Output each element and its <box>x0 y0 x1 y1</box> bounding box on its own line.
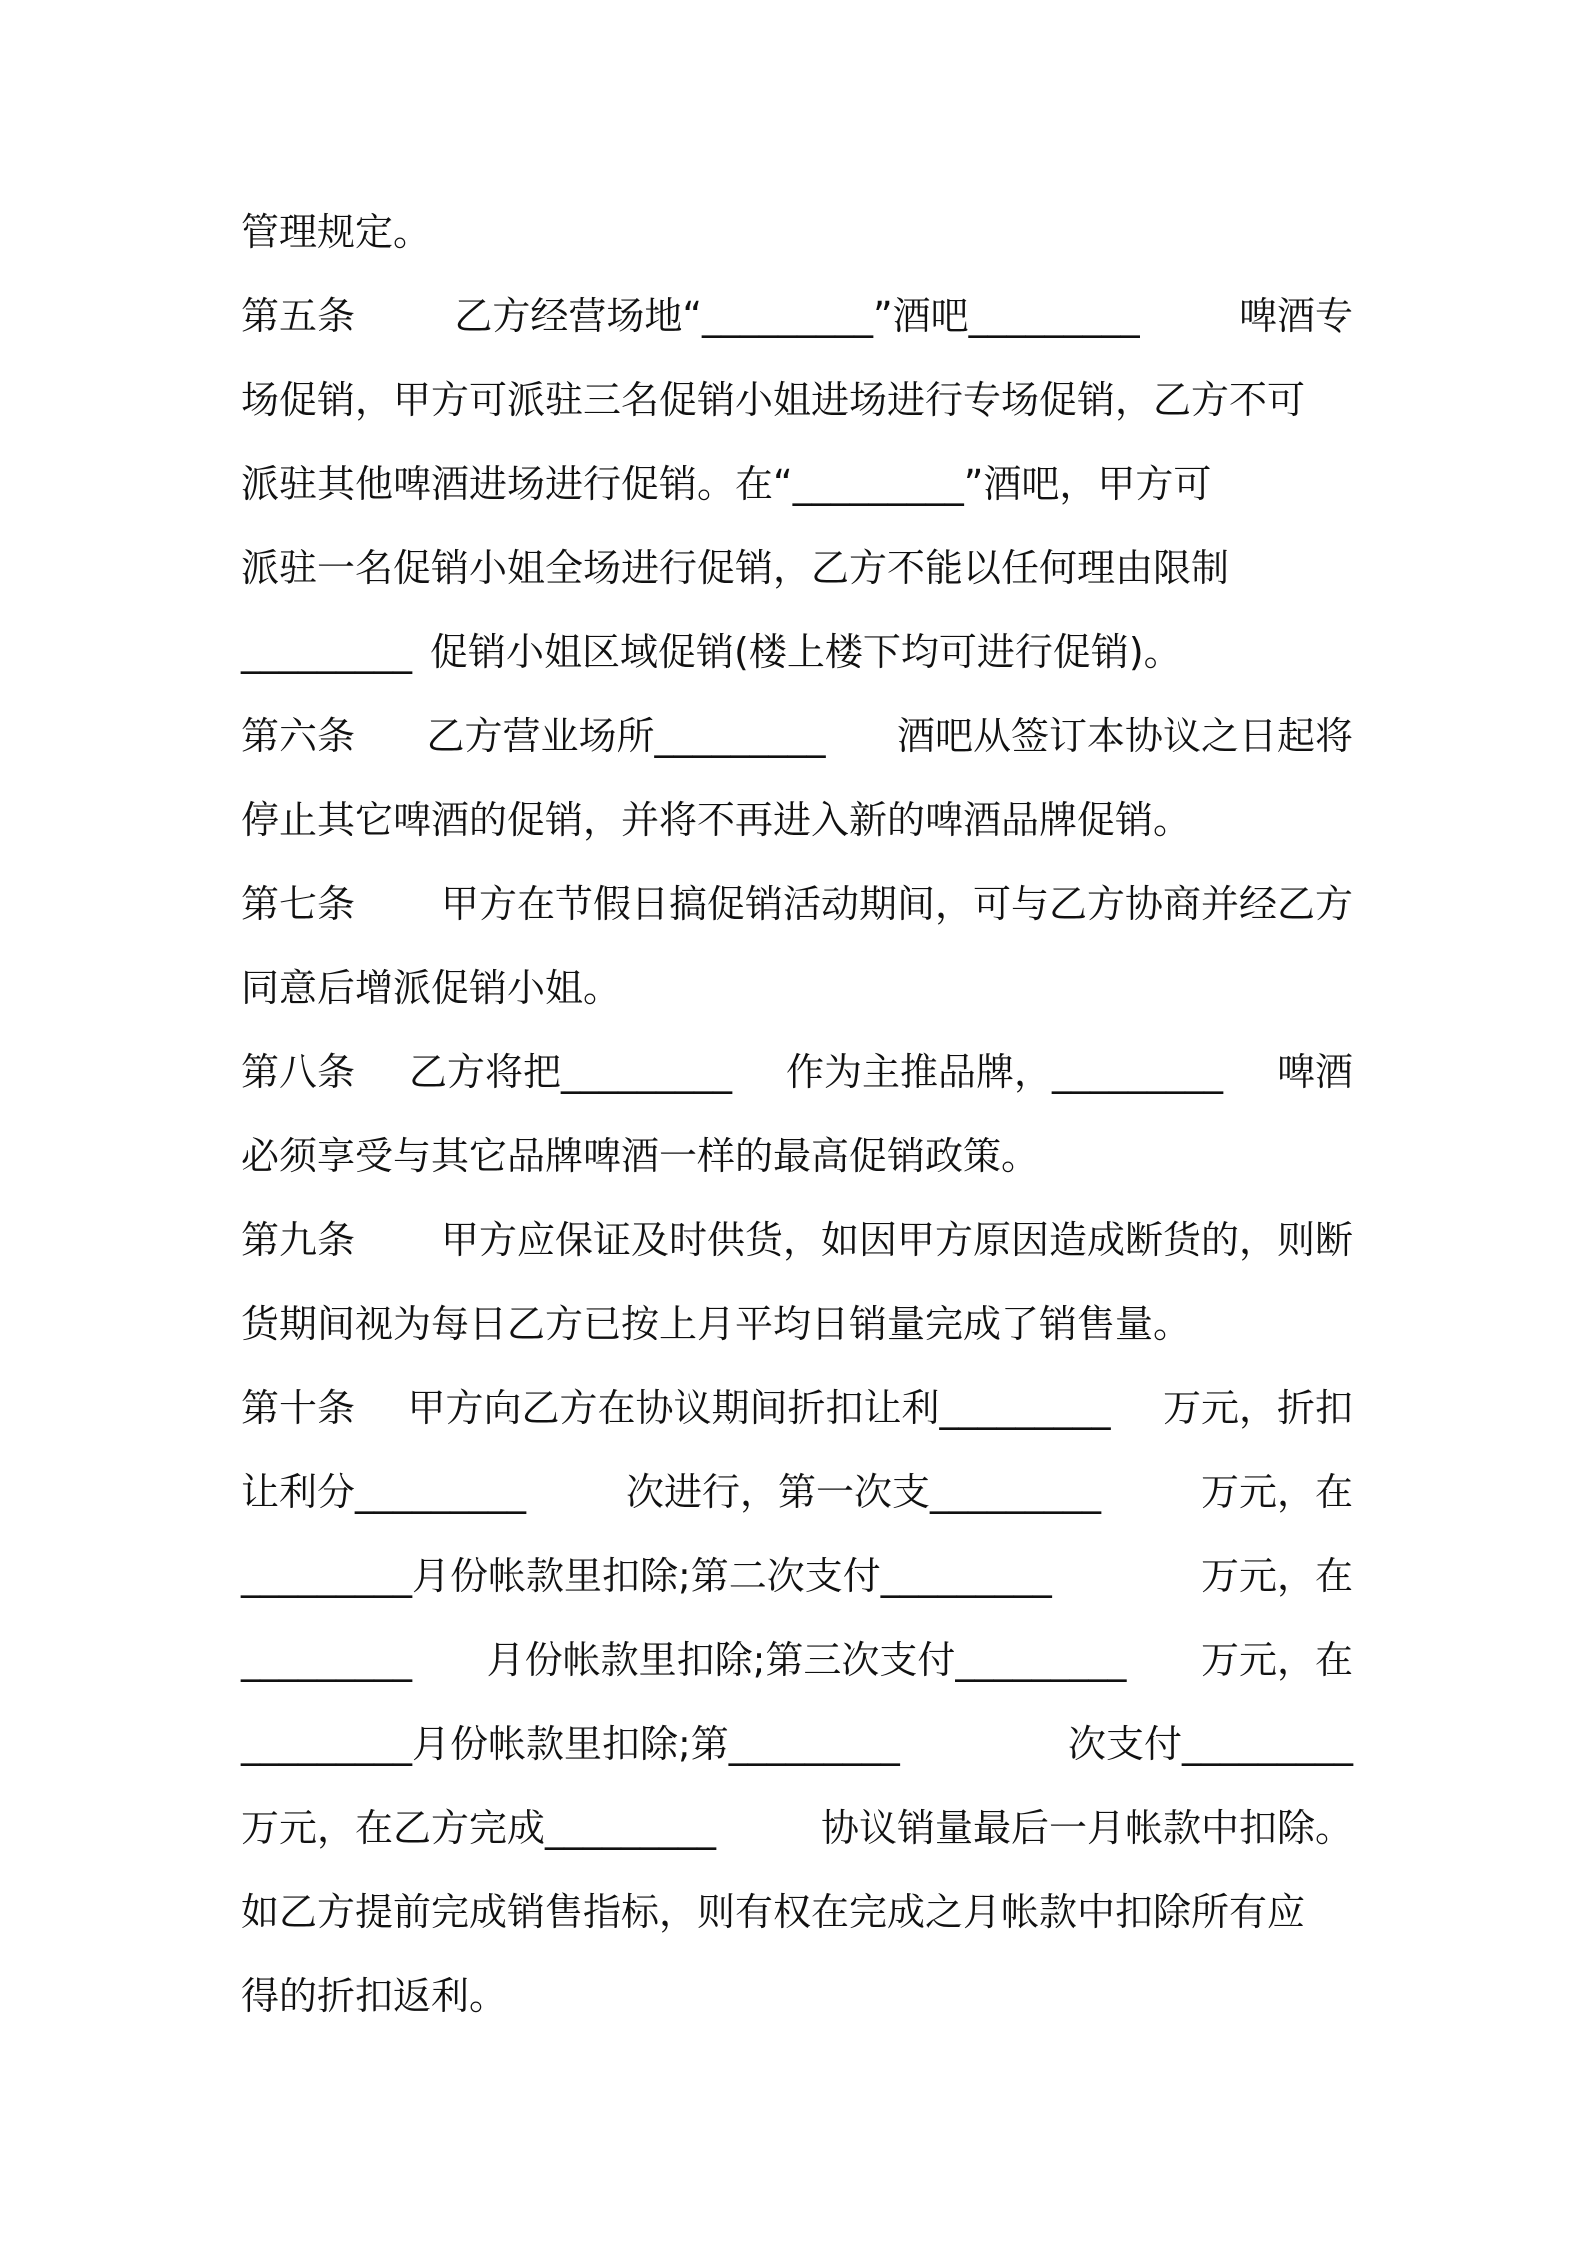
text-line <box>241 274 1353 358</box>
text-line <box>241 1366 1353 1450</box>
text-line <box>241 1030 1353 1114</box>
text-segment: 停止其它啤酒的促销，并将不再进入新的啤酒品牌促销。 <box>241 798 1192 842</box>
text-segment: 月份帐款里扣除;第三次支付_________ <box>486 1638 1127 1682</box>
text-segment: 甲方在节假日搞促销活动期间，可与乙方协商并经乙方 <box>440 882 1353 926</box>
text-line <box>241 1702 1353 1786</box>
text-segment: 乙方营业场所_________ <box>426 714 826 758</box>
text-line <box>241 1786 1353 1870</box>
text-line <box>241 1534 1353 1618</box>
text-segment: 乙方经营场地“_________”酒吧_________ <box>454 294 1140 338</box>
text-segment: _________ <box>241 1638 412 1682</box>
text-segment: 管理规定。 <box>241 210 432 254</box>
text-line <box>241 694 1353 778</box>
text-segment: 同意后增派促销小姐。 <box>241 966 622 1010</box>
text-segment: 啤酒专 <box>1238 294 1353 338</box>
text-segment: 万元，在乙方完成_________ <box>241 1806 717 1850</box>
text-segment: 啤酒 <box>1276 1050 1353 1094</box>
text-segment: 万元，折扣 <box>1162 1386 1353 1430</box>
text-line <box>241 190 1353 274</box>
text-segment: 乙方将把_________ <box>408 1050 732 1094</box>
text-line <box>241 946 1353 1030</box>
text-line <box>241 1450 1353 1534</box>
text-segment: 促销小姐区域促销(楼上楼下均可进行促销)。 <box>430 630 1182 674</box>
text-segment: 万元，在 <box>1200 1470 1353 1514</box>
clause-label: 第七条 <box>241 882 356 926</box>
text-segment: 甲方应保证及时供货，如因甲方原因造成断货的，则断 <box>440 1218 1353 1262</box>
text-line <box>241 862 1353 946</box>
text-line <box>241 442 1353 526</box>
text-segment: 次进行，第一次支_________ <box>625 1470 1101 1514</box>
clause-label: 第九条 <box>241 1218 356 1262</box>
text-segment: 作为主推品牌，_________ <box>785 1050 1223 1094</box>
text-segment: 次支付_________ <box>1067 1722 1353 1766</box>
clause-label: 第十条 <box>241 1386 356 1430</box>
text-segment: 甲方向乙方在协议期间折扣让利_________ <box>407 1386 1111 1430</box>
text-line <box>241 526 1353 610</box>
text-segment: _________ <box>241 630 412 674</box>
clause-label: 第六条 <box>241 714 356 758</box>
text-segment: 必须享受与其它品牌啤酒一样的最高促销政策。 <box>241 1134 1040 1178</box>
text-segment: 如乙方提前完成销售指标，则有权在完成之月帐款中扣除所有应 <box>241 1890 1306 1934</box>
text-line <box>241 1282 1353 1366</box>
text-segment: 让利分_________ <box>241 1470 527 1514</box>
text-line <box>241 1870 1353 1954</box>
clause-label: 第八条 <box>241 1050 356 1094</box>
text-segment: 酒吧从签订本协议之日起将 <box>896 714 1353 758</box>
clause-label: 第五条 <box>241 294 356 338</box>
text-segment: _________月份帐款里扣除;第_________ <box>241 1722 900 1766</box>
text-segment: 得的折扣返利。 <box>241 1974 508 2018</box>
contract-text <box>241 190 1353 2038</box>
text-line <box>241 358 1353 442</box>
text-line <box>241 1954 1353 2038</box>
text-segment: 万元，在 <box>1200 1554 1353 1598</box>
text-line <box>241 778 1353 862</box>
text-segment: 万元，在 <box>1200 1638 1353 1682</box>
text-segment: _________月份帐款里扣除;第二次支付_________ <box>241 1554 1052 1598</box>
text-segment: 场促销，甲方可派驻三名促销小姐进场进行专场促销，乙方不可 <box>241 378 1306 422</box>
text-line <box>241 1198 1353 1282</box>
text-line <box>241 1114 1353 1198</box>
text-segment: 派驻一名促销小姐全场进行促销，乙方不能以任何理由限制 <box>241 546 1230 590</box>
text-line <box>241 610 1353 694</box>
text-segment: 货期间视为每日乙方已按上月平均日销量完成了销售量。 <box>241 1302 1192 1346</box>
text-line <box>241 1618 1353 1702</box>
text-segment: 协议销量最后一月帐款中扣除。 <box>820 1806 1353 1850</box>
text-segment: 派驻其他啤酒进场进行促销。在“_________”酒吧，甲方可 <box>241 462 1212 506</box>
